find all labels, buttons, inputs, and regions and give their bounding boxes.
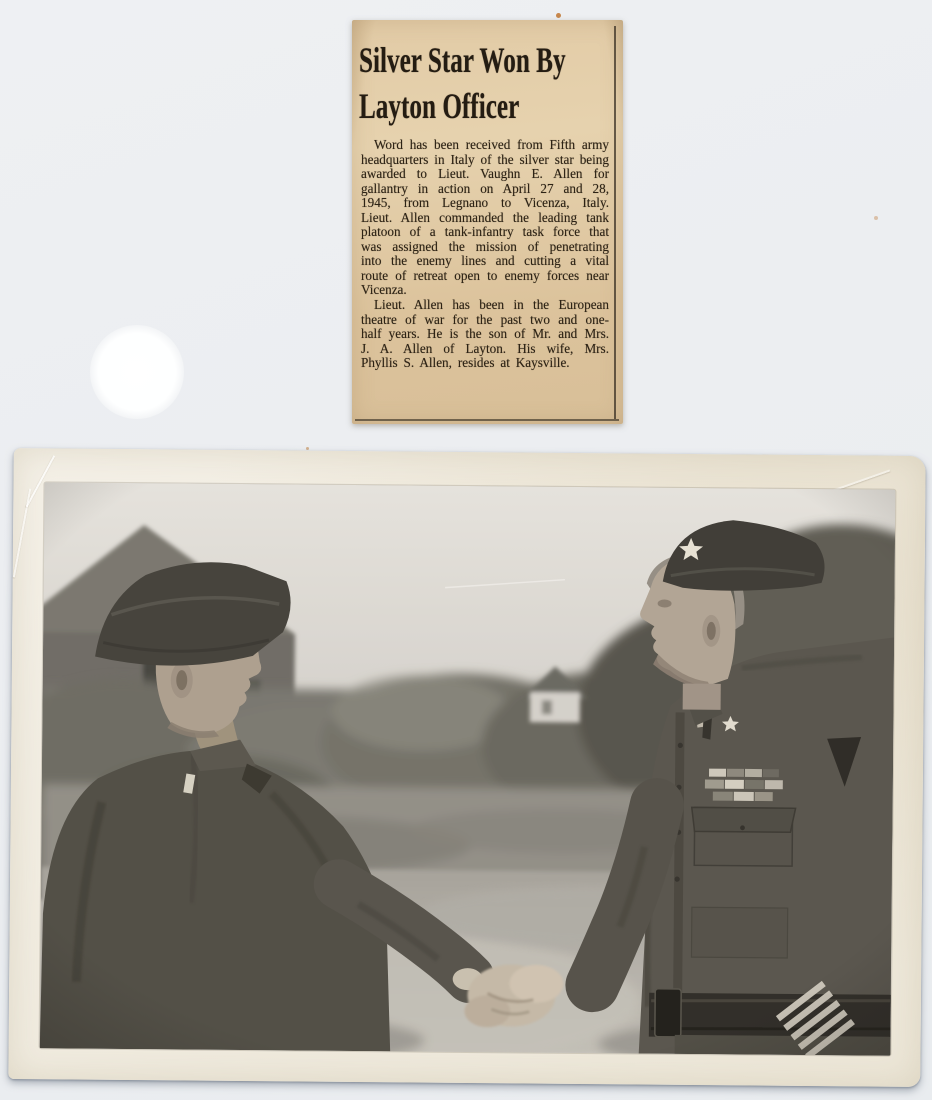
headline-line-1: Silver Star Won By: [359, 40, 566, 80]
photo-vignette: [40, 482, 895, 1055]
clipping-body: [361, 138, 609, 371]
dust-speck: [874, 216, 878, 220]
clipping-headline: [352, 20, 608, 129]
clipping-paragraph-1: Word has been received from Fifth army headquarters in Italy of the silver star being awarded to Lieut. Vaughn E. Allen for gallantry in action on April 27 and 28, 1945, from Legnano to Vicenza, Italy. Lieut. Allen commanded the leading tank platoon of a tank-infantry task force that was assigned the mission of penetrating into the enemy lines and cutting a vital route of retreat open to enemy forces near Vicenza.: [361, 137, 609, 298]
clipping-bottom-rule: [355, 419, 619, 421]
column-rule: [614, 26, 616, 419]
paper-crease: [13, 489, 31, 578]
paper-crease: [833, 469, 890, 491]
photograph: [8, 448, 925, 1087]
headline-line-2: Layton Officer: [359, 86, 520, 126]
photo-image: [40, 482, 896, 1055]
dust-speck: [556, 13, 561, 18]
hole-punch-mark: [90, 325, 184, 419]
clipping-paragraph-2: Lieut. Allen has been in the European theatre of war for the past two and one-half years. He is the son of Mr. and Mrs. J. A. Allen of Layton. His wife, Mrs. Phyllis S. Allen, resides at Kaysville.: [361, 297, 609, 371]
photo-image-area: [40, 482, 896, 1055]
newspaper-clipping: [352, 20, 623, 424]
dust-speck: [306, 447, 309, 450]
